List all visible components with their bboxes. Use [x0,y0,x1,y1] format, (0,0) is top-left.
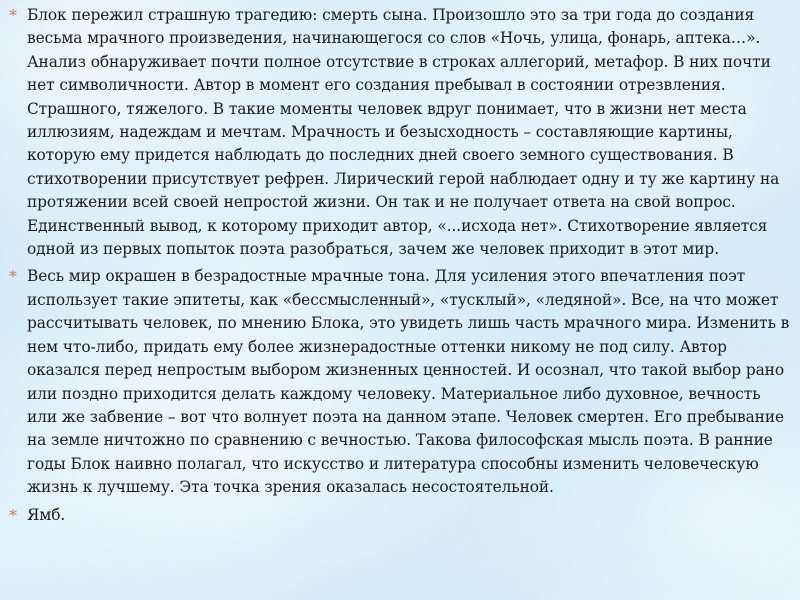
asterisk-bullet-icon: * [9,267,17,287]
bullet-item-meter [9,504,793,527]
bullet-text: Блок пережил страшную трагедию: смерть сына. Произошло это за три года до создания весьма мрачного произведения, начинающегося со слов «Ночь, улица, фонарь, аптека…». Анализ обнаруживает почти полное отсутствие в строках аллегорий, метафор. В них почти нет символичности. Автор в момент его создания пребывал в состоянии отрезвления. Страшного, тяжелого. В такие моменты человек вдруг понимает, что в жизни нет места иллюзиям, надеждам и мечтам. Мрачность и безысходность – составляющие картины, которую ему придется наблюдать до последних дней своего земного существования. В стихотворении присутствует рефрен. Лирический герой наблюдает одну и ту же картину на протяжении всей своей непростой жизни. Он так и не получает ответа на свой вопрос. Единственный вывод, к которому приходит автор, «...исхода нет». Стихотворение является одной из первых попыток поэта разобраться, зачем же человек приходит в этот мир. [27,6,780,259]
bullet-text: Весь мир окрашен в безрадостные мрачные тона. Для усиления этого впечатления поэт использует такие эпитеты, как «бессмысленный», «тусклый», «ледяной». Все, на что может рассчитывать человек, по мнению Блока, это увидеть лишь часть мрачного мира. Изменить в нем что-либо, придать ему более жизнерадостные оттенки никому не под силу. Автор оказался перед непростым выбором жизненных ценностей. И осознал, что такой выбор рано или поздно приходится делать каждому человеку. Материальное либо духовное, вечность или же забвение – вот что волнует поэта на данном этапе. Человек смертен. Его пребывание на земле ничтожно по сравнению с вечностью. Такова философская мысль поэта. В ранние годы Блок наивно полагал, что искусство и литература способны изменить человеческую жизнь к лучшему. Эта точка зрения оказалась несостоятельной. [27,267,790,497]
asterisk-bullet-icon: * [9,505,17,525]
bullet-item-tragedy [9,4,793,261]
bullet-text: Ямб. [27,505,66,524]
bullet-item-world-colors [9,265,793,499]
asterisk-bullet-icon: * [9,6,17,25]
bullet-list [9,4,793,531]
